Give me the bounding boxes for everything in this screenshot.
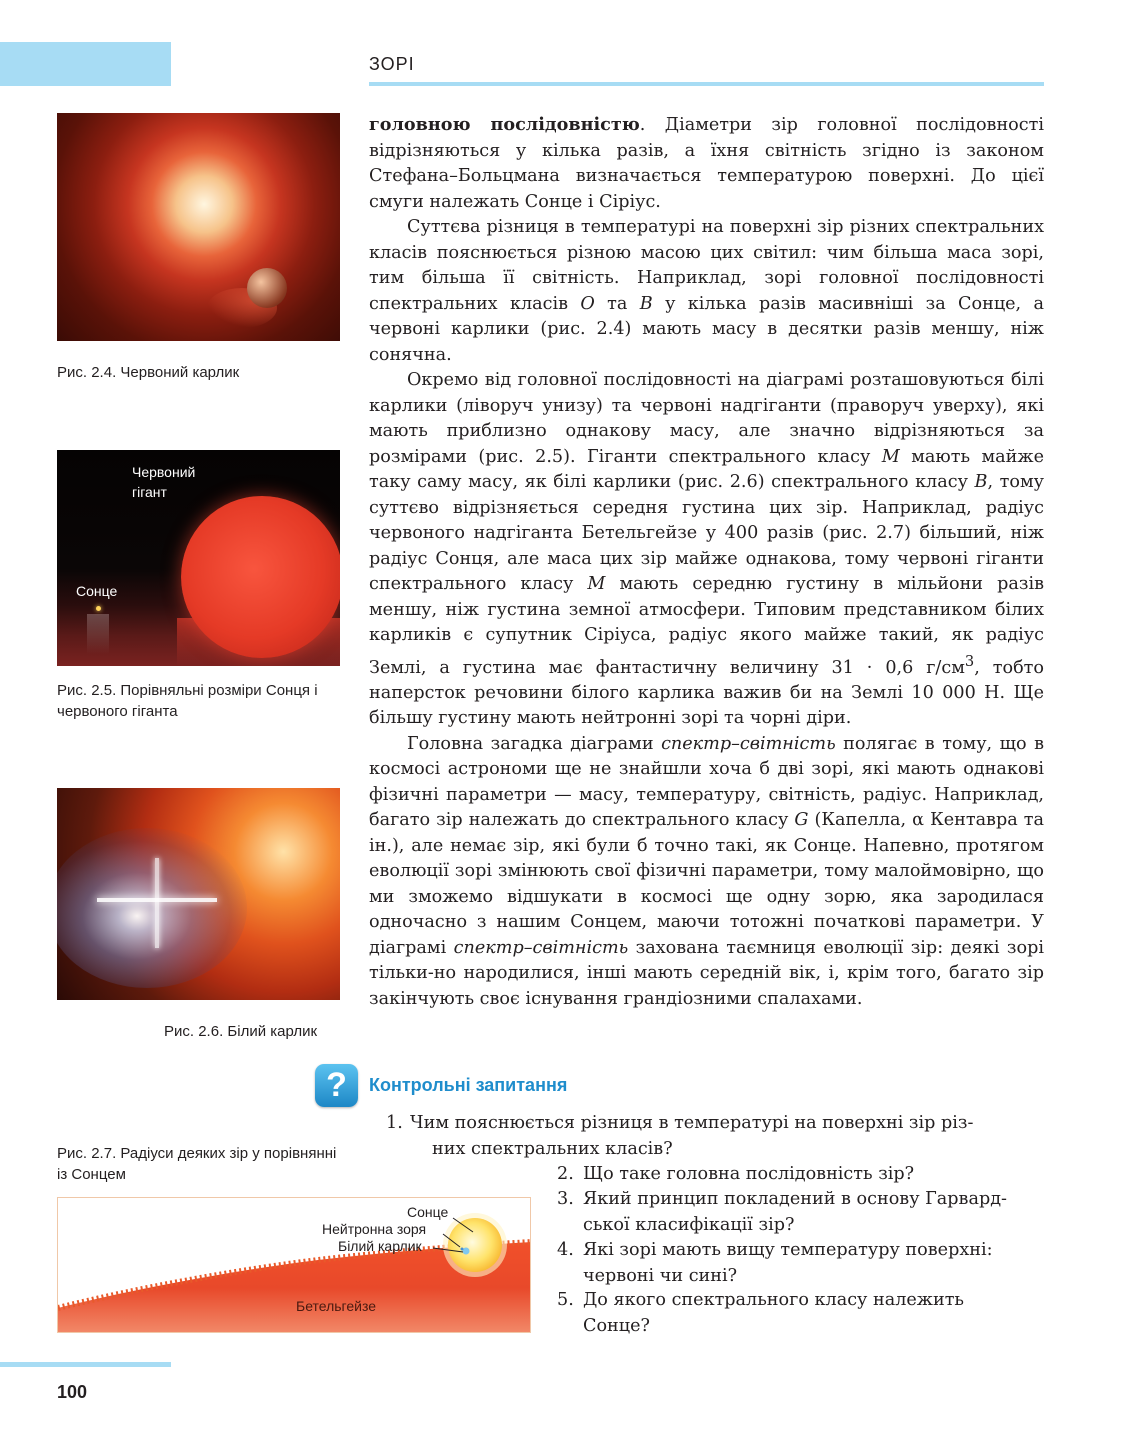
betelgeuse-label: Бетельгейзе (296, 1298, 377, 1314)
section-title: ЗОРІ (369, 54, 415, 74)
figure-size-comparison-image (57, 450, 340, 666)
questions-heading: Контрольні запитання (369, 1075, 568, 1095)
footer-accent-bar (0, 1362, 171, 1367)
neutron-star-label: Нейтронна зоря (322, 1221, 427, 1237)
sun-dot (96, 606, 101, 611)
sun-label-2-7: Сонце (407, 1204, 449, 1220)
term-main-sequence: головною послідовністю (369, 114, 640, 135)
figure-red-dwarf-image (57, 113, 340, 341)
figure-2-6-caption: Рис. 2.6. Білий карлик (164, 1023, 318, 1040)
white-dwarf-label: Білий карлик (338, 1238, 422, 1254)
header-accent-bar (0, 42, 171, 86)
figure-white-dwarf-image (57, 788, 340, 1000)
figure-2-7-caption: Рис. 2.7. Радіуси деяких зір у порівнянні із Сонцем (57, 1145, 337, 1183)
sun-label: Сонце (76, 583, 118, 599)
paragraph-1: головною послідовністю. Діаметри зір головної послідовності відрізняються у кілька разів, а їхня світність згідно із законом Стефана–Больцмана визначається температурою поверхні. До цієї смуги належать Сонце і Сіріус. (369, 114, 1044, 212)
white-dwarf-glow (57, 828, 247, 988)
radii-illustration (58, 1198, 531, 1333)
planet (247, 268, 287, 308)
figure-2-5-caption: Рис. 2.5. Порівняльні розміри Сонця і червоного гіганта (57, 682, 318, 720)
paragraph-4: Головна загадка діаграми спектр–світність полягає в тому, що в космосі астрономи ще не знайшли хоча б дві зорі, які мають однакові фізичні параметри — масу, температуру, світність, радіус. Наприклад, багато зір належать до спектрального класу G (Капелла, α Кентавра та ін.), але немає зір, які були б точно такі, як Сонце. Напевно, протягом еволюції зорі змінюють свої фізичні параметри, тому малоймовірно, що ми зможемо відшукати в космосі ще одну зорю, яка зародилася одночасно з нашим Сонцем, маючи тотожні початкові параметри. У діаграмі спектр–світність захована таємниця еволюції зір: деякі зорі тільки-но народилися, інші мають середній вік, і, крім того, багато зір закінчують своє існування грандіозними спалахами. (369, 733, 1044, 1009)
flash-ray-vertical (155, 858, 159, 948)
red-giant-disc (181, 496, 340, 658)
question-mark-icon: ? (315, 1064, 358, 1107)
figure-radii-comparison-image (57, 1197, 531, 1333)
page-number: 100 (57, 1382, 88, 1402)
sun-reflection (87, 614, 109, 654)
red-giant-label: Червоний гігант (132, 464, 196, 500)
figure-2-4-caption: Рис. 2.4. Червоний карлик (57, 364, 240, 381)
paragraph-3: Окремо від головної послідовності на діаграмі розташовуються білі карлики (ліворуч унизу) та червоні надгіганти (праворуч уверху), які мають приблизно однакову масу, але значно відрізняються за розмірами (рис. 2.5). Гіганти спектрального класу M мають майже таку саму масу, як білі карлики (рис. 2.6) спектрального класу B, тому суттєво відрізняється середня густина цих зір. Наприклад, радіус червоного надгіганта Бетельгейзе у 400 разів (рис. 2.7) більший, ніж радіус Сонця, але маса цих зір майже однакова, тому червоні гіганти спектрального класу M мають середню густину в мільйони разів меншу, ніж густина земної атмосфери. Типовим представником білих карликів є супутник Сіріуса, радіус якого майже такий, як радіус Землі, а густина має фантастичну величину 31 · 0,6 $г/см^3$, тобто наперсток речовини білого карлика важив би на Землі 10 000 Н. Ще більшу густину мають нейтронні зорі та чорні діри. (369, 370, 1044, 729)
header-rule (369, 82, 1044, 86)
main-text (369, 112, 1044, 1012)
paragraph-2: Суттєва різниця в температурі на поверхні зір різних спектральних класів пояснюється різною масою цих світил: чим більша маса зорі, тим більша її світність. Наприклад, зорі головної послідовності спектральних класів O та B у кілька разів масивніші за Сонце, а червоні карлики (рис. 2.4) мають масу в десятки разів меншу, ніж сонячна. (369, 217, 1044, 365)
